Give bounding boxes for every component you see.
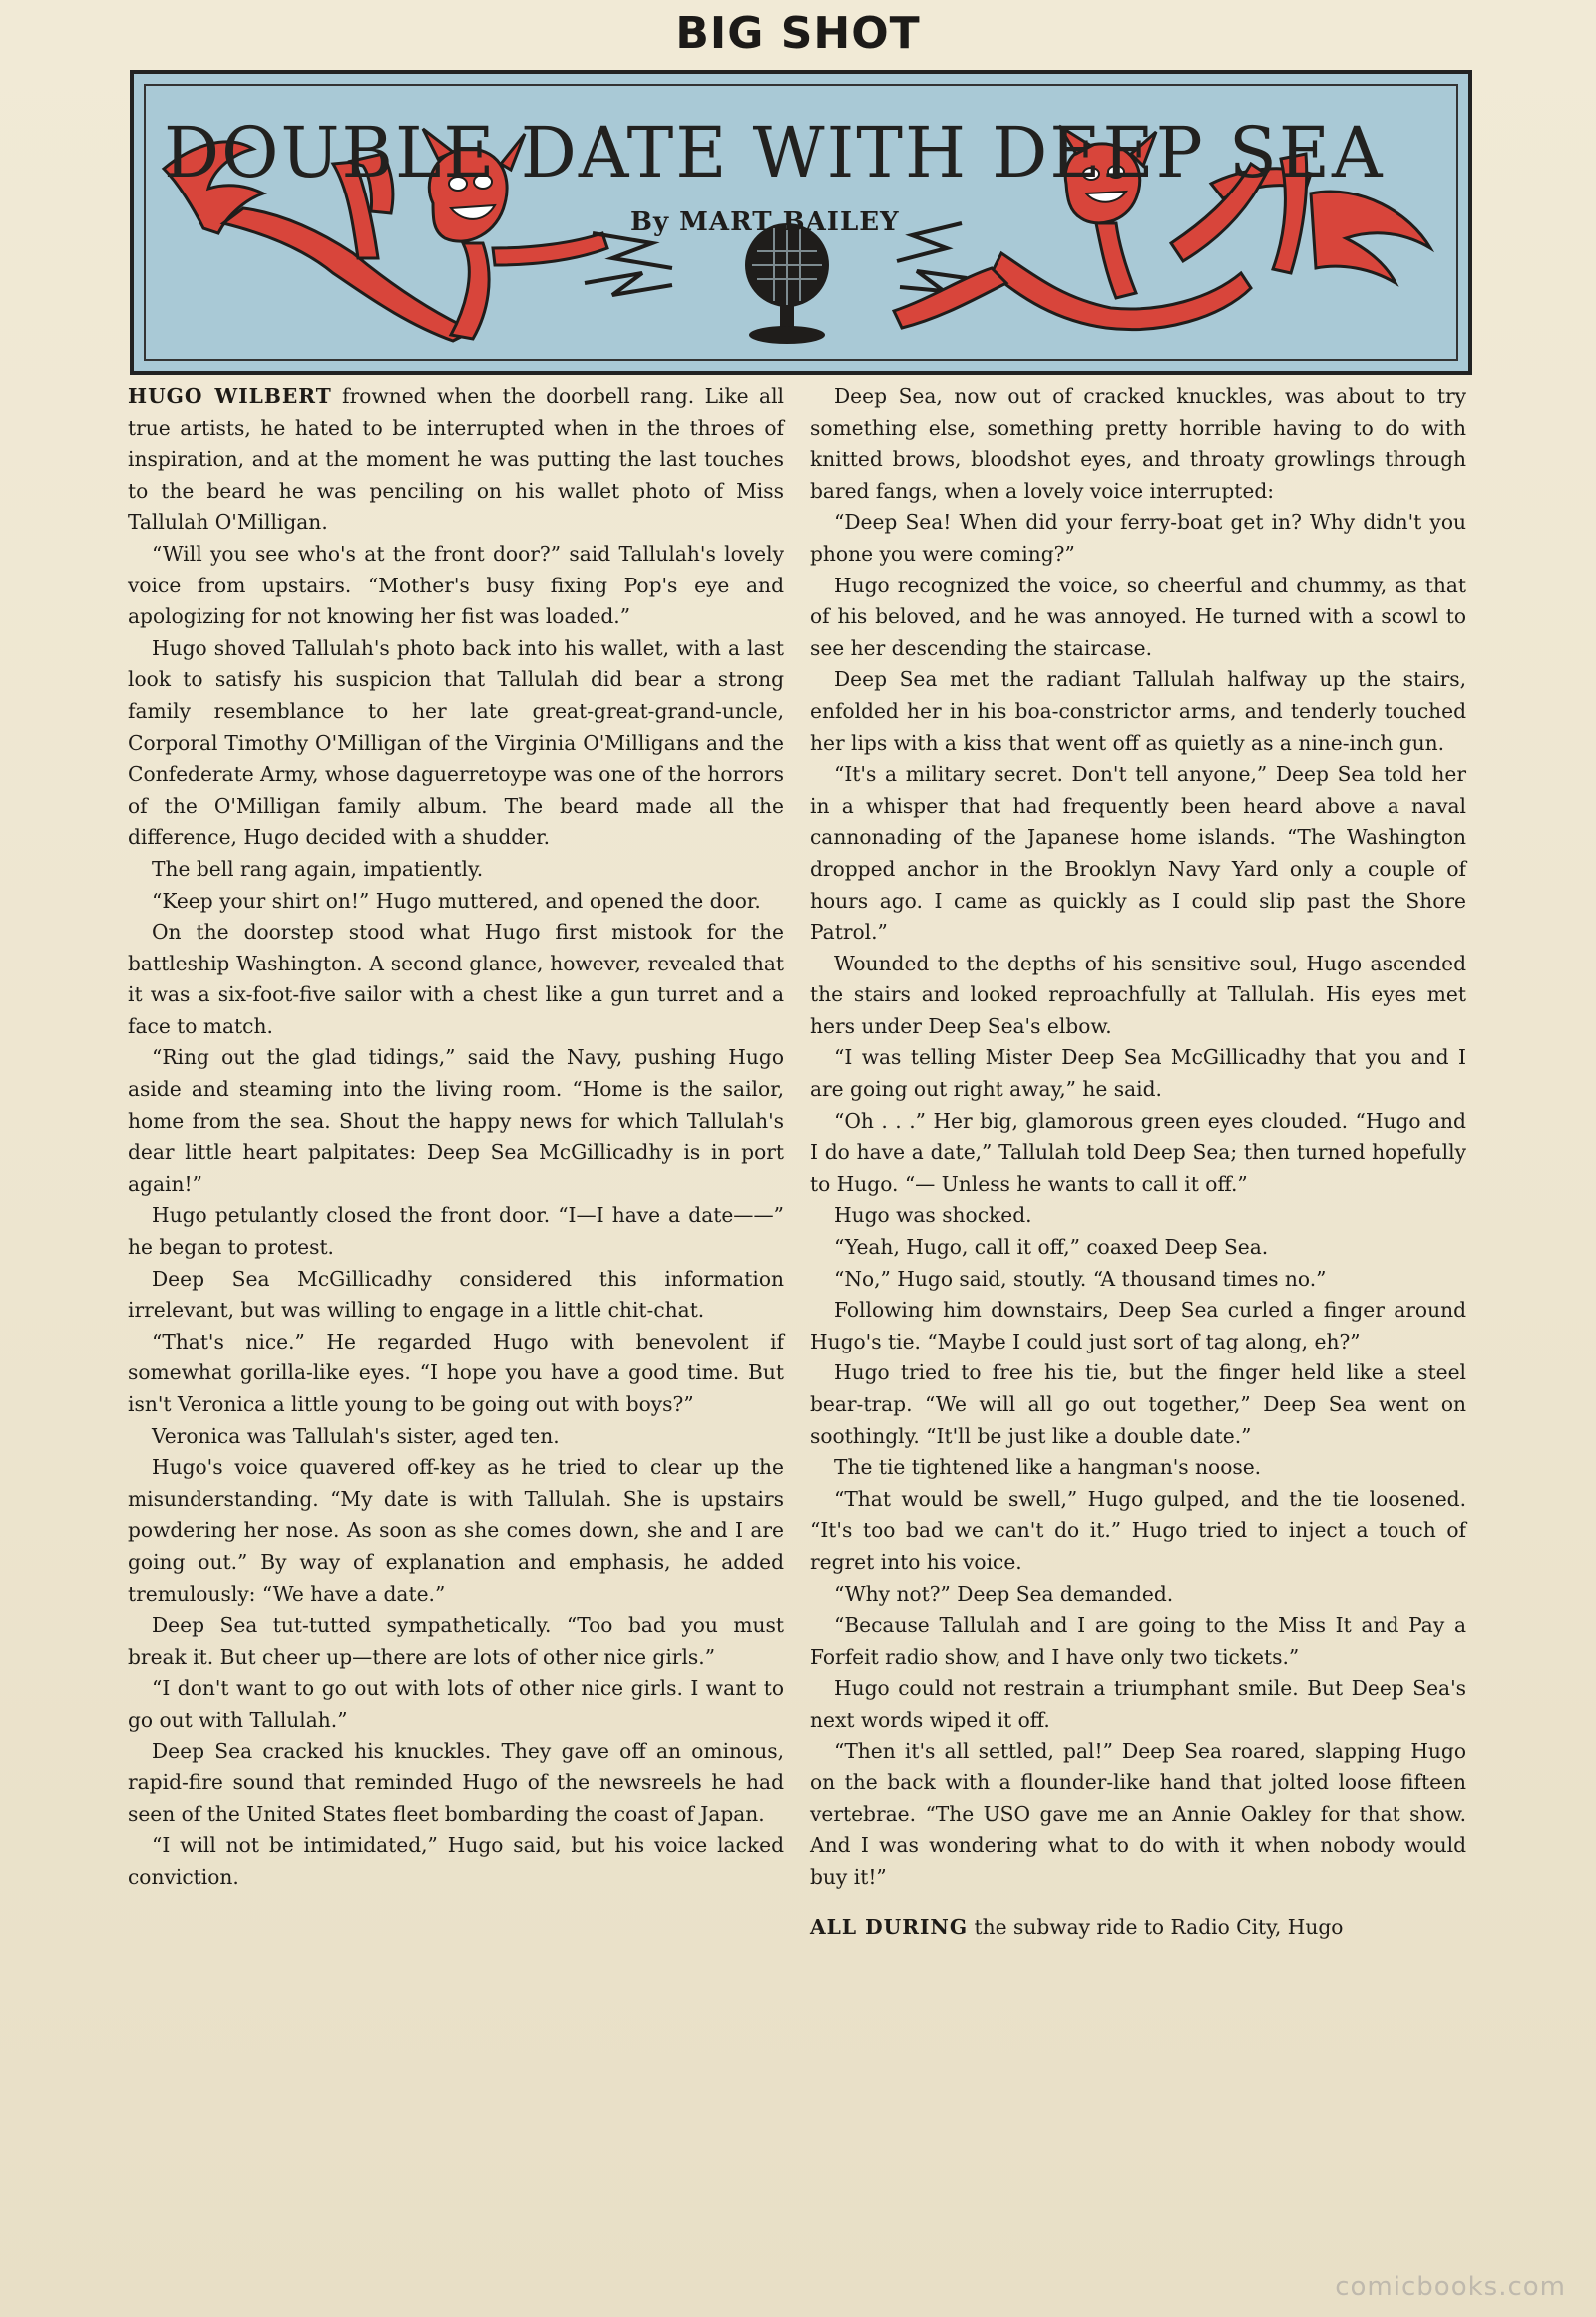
story-title: DOUBLE DATE WITH DEEP SEA [164,112,1385,193]
paragraph: Deep Sea cracked his knuckles. They gave off an ominous, rapid-fire sound that reminded Hugo of the newsreels he had seen of the United States fleet bombarding the coast of Japan. [128,1738,784,1826]
paragraph: “Will you see who's at the front door?” said Tallulah's lovely voice from upstairs. “Mother's busy fixing Pop's eye and apologizing for not knowing her fist was loaded.” [128,541,784,629]
paragraph: Hugo shoved Tallulah's photo back into his wallet, with a last look to satisfy his suspicion that Tallulah did bear a strong family resemblance to her late great-great-grand-uncle, Corporal Timothy O'Milligan of the Virginia O'Milligans and the Confederate Army, whose daguerretoype was one of the horrors of the O'Milligan family album. The beard made all the difference, Hugo decided with a shudder. [128,635,784,850]
paragraph: Hugo petulantly closed the front door. “I—I have a date——” he began to protest. [128,1203,784,1260]
paragraph: Hugo's voice quavered off-key as he tried to clear up the misunderstanding. “My date is with Tallulah. She is upstairs powdering her nose. As soon as she comes down, she and I are going out.” By way of explanation and emphasis, he added tremulously: “We have a date.” [128,1455,784,1606]
left-text-column [128,381,784,1894]
title-banner [130,70,1472,375]
paragraph: Deep Sea met the radiant Tallulah halfway up the stairs, enfolded her in his boa-constrictor arms, and tenderly touched her lips with a kiss that went off as quietly as a nine-inch gun. [810,667,1466,755]
paragraph: “I don't want to go out with lots of other nice girls. I want to go out with Tallulah.” [128,1676,784,1732]
paragraph: Deep Sea, now out of cracked knuckles, was about to try something else, something pretty horrible having to do with knitted brows, bloodshot eyes, and throaty growlings through bared fangs, when a lovely voice interrupted: [810,384,1466,503]
paragraph: The tie tightened like a hangman's noose. [834,1455,1262,1480]
paragraph: “That would be swell,” Hugo gulped, and the tie loosened. “It's too bad we can't do it.” Hugo tried to inject a touch of regret into his voice. [810,1486,1466,1574]
paragraph: Hugo was shocked. [834,1203,1032,1228]
paragraph: “Ring out the glad tidings,” said the Navy, pushing Hugo aside and steaming into the living room. “Home is the sailor, home from the sea. Shout the happy news for which Tallulah's dear little heart palpitates: Deep Sea McGillicadhy is in port again!” [128,1045,784,1196]
paragraph: “Why not?” Deep Sea demanded. [834,1581,1174,1606]
paragraph: “I will not be intimidated,” Hugo said, but his voice lacked conviction. [128,1833,784,1889]
paragraph: “No,” Hugo said, stoutly. “A thousand times no.” [834,1266,1327,1291]
vintage-microphone-icon [745,223,829,344]
paragraph: Hugo tried to free his tie, but the finger held like a steel bear-trap. “We will all go out together,” Deep Sea went on soothingly. “It'll be just like a double date.” [810,1360,1466,1448]
right-text-column [810,381,1466,1943]
paragraph: “Because Tallulah and I are going to the Miss It and Pay a Forfeit radio show, and I have only two tickets.” [810,1613,1466,1669]
running-head: BIG SHOT [675,8,921,59]
paragraph: Following him downstairs, Deep Sea curled a finger around Hugo's tie. “Maybe I could just sort of tag along, eh?” [810,1298,1466,1353]
paragraph: “I was telling Mister Deep Sea McGillicadhy that you and I are going out right away,” he said. [810,1045,1466,1102]
run-in-caps: ALL DURING [810,1914,969,1939]
paragraph: “Yeah, Hugo, call it off,” coaxed Deep Sea. [834,1235,1269,1260]
paragraph: “Oh . . .” Her big, glamorous green eyes clouded. “Hugo and I do have a date,” Tallulah told Deep Sea; then turned hopefully to Hugo. “— Unless he wants to call it off.” [810,1108,1466,1196]
run-in-caps: HUGO WILBERT [128,384,332,408]
site-watermark: comicbooks.com [1335,2272,1566,2302]
paragraph: Deep Sea McGillicadhy considered this information irrelevant, but was willing to engage in a little chit-chat. [128,1266,784,1323]
paragraph: Veronica was Tallulah's sister, aged ten. [152,1423,560,1448]
story-byline: By MART BAILEY [630,207,900,237]
paragraph: Hugo could not restrain a triumphant smile. But Deep Sea's next words wiped it off. [810,1676,1466,1732]
paragraph: “That's nice.” He regarded Hugo with benevolent if somewhat gorilla-like eyes. “I hope you have a good time. But isn't Veronica a little young to be going out with boys?” [128,1329,784,1416]
paragraph: On the doorstep stood what Hugo first mistook for the battleship Washington. A second glance, however, revealed that it was a six-foot-five sailor with a chest like a gun turret and a face to match. [128,920,784,1038]
paragraph: Deep Sea tut-tutted sympathetically. “Too bad you must break it. But cheer up—there are lots of other nice girls.” [128,1613,784,1669]
paragraph: “Deep Sea! When did your ferry-boat get in? Why didn't you phone you were coming?” [810,510,1466,566]
paragraph: ALL DURING the subway ride to Radio City, Hugo [810,1914,1344,1939]
paragraph: “It's a military secret. Don't tell anyone,” Deep Sea told her in a whisper that had frequently been heard above a naval cannonading of the Japanese home islands. “The Washington dropped anchor in the Brooklyn Navy Yard only a couple of hours ago. I came as quickly as I could slip past the Shore Patrol.” [810,762,1466,945]
paragraph: HUGO WILBERT frowned when the doorbell rang. Like all true artists, he hated to be interrupted when in the throes of inspiration, and at the moment he was putting the last touches to the beard he was penciling on his wallet photo of Miss Tallulah O'Milligan. [128,384,784,535]
paragraph: The bell rang again, impatiently. [152,856,484,881]
paragraph: Hugo recognized the voice, so cheerful and chummy, as that of his beloved, and he was annoyed. He turned with a scowl to see her descending the staircase. [810,573,1466,660]
paragraph: Wounded to the depths of his sensitive soul, Hugo ascended the stairs and looked reproachfully at Tallulah. His eyes met hers under Deep Sea's elbow. [810,951,1466,1038]
paragraph: “Keep your shirt on!” Hugo muttered, and opened the door. [152,888,761,913]
paragraph: “Then it's all settled, pal!” Deep Sea roared, slapping Hugo on the back with a flounder-like hand that jolted loose fifteen vertebrae. “The USO gave me an Annie Oakley for that show. And I was wondering what to do with it when nobody would buy it!” [810,1738,1466,1889]
